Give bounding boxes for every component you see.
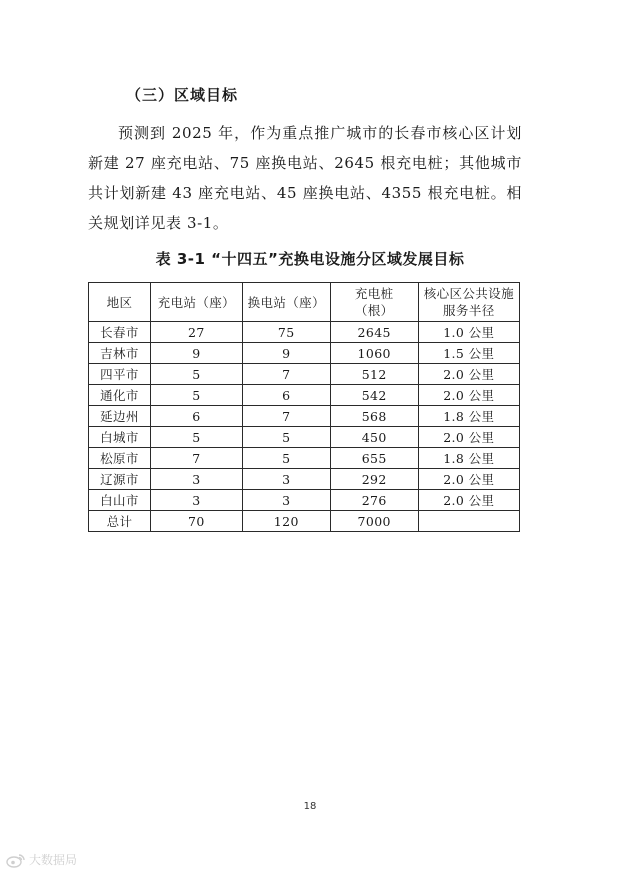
cell-charging-stations: 3 [150, 469, 242, 490]
cell-region: 总计 [89, 511, 151, 532]
cell-swap-stations: 6 [242, 385, 330, 406]
cell-service-radius: 2.0 公里 [418, 469, 519, 490]
table-row [89, 343, 520, 364]
table-row [89, 448, 520, 469]
header-charging-piles: 充电桩 （根） [330, 283, 418, 322]
cell-swap-stations: 7 [242, 406, 330, 427]
table-row [89, 427, 520, 448]
cell-charging-piles: 7000 [330, 511, 418, 532]
cell-charging-piles: 276 [330, 490, 418, 511]
cell-region: 辽源市 [89, 469, 151, 490]
cell-swap-stations: 75 [242, 322, 330, 343]
cell-charging-piles: 292 [330, 469, 418, 490]
cell-charging-piles: 512 [330, 364, 418, 385]
table-row [89, 385, 520, 406]
cell-region: 白山市 [89, 490, 151, 511]
cell-service-radius: 2.0 公里 [418, 385, 519, 406]
cell-swap-stations: 5 [242, 448, 330, 469]
cell-service-radius: 1.5 公里 [418, 343, 519, 364]
cell-region: 白城市 [89, 427, 151, 448]
cell-service-radius: 1.8 公里 [418, 448, 519, 469]
cell-charging-stations: 9 [150, 343, 242, 364]
table-row [89, 406, 520, 427]
cell-charging-piles: 568 [330, 406, 418, 427]
cell-region: 四平市 [89, 364, 151, 385]
cell-charging-stations: 27 [150, 322, 242, 343]
table-body [89, 322, 520, 532]
header-region: 地区 [89, 283, 151, 322]
cell-region: 延边州 [89, 406, 151, 427]
cell-charging-stations: 6 [150, 406, 242, 427]
watermark-text: 大数据局 [29, 853, 78, 867]
table-row [89, 364, 520, 385]
cell-swap-stations: 120 [242, 511, 330, 532]
cell-charging-piles: 542 [330, 385, 418, 406]
table-row [89, 322, 520, 343]
header-service-radius: 核心区公共设施 服务半径 [418, 283, 519, 322]
cell-region: 长春市 [89, 322, 151, 343]
cell-charging-stations: 5 [150, 385, 242, 406]
header-swap-stations: 换电站（座） [242, 283, 330, 322]
section-heading: （三）区域目标 [126, 86, 239, 104]
cell-service-radius [418, 511, 519, 532]
cell-service-radius: 2.0 公里 [418, 427, 519, 448]
cell-swap-stations: 9 [242, 343, 330, 364]
weibo-icon [6, 852, 26, 868]
cell-swap-stations: 7 [242, 364, 330, 385]
cell-service-radius: 1.8 公里 [418, 406, 519, 427]
cell-region: 吉林市 [89, 343, 151, 364]
watermark [6, 851, 77, 868]
cell-charging-stations: 5 [150, 364, 242, 385]
cell-service-radius: 1.0 公里 [418, 322, 519, 343]
table-row [89, 490, 520, 511]
cell-charging-stations: 7 [150, 448, 242, 469]
cell-swap-stations: 3 [242, 490, 330, 511]
cell-region: 松原市 [89, 448, 151, 469]
cell-charging-piles: 655 [330, 448, 418, 469]
cell-charging-piles: 1060 [330, 343, 418, 364]
page-number: 18 [303, 801, 317, 812]
cell-charging-stations: 5 [150, 427, 242, 448]
cell-charging-stations: 3 [150, 490, 242, 511]
header-charging-stations: 充电站（座） [150, 283, 242, 322]
table-row [89, 469, 520, 490]
cell-charging-stations: 70 [150, 511, 242, 532]
table-header-row [89, 283, 520, 322]
cell-region: 通化市 [89, 385, 151, 406]
section-paragraph: 预测到 2025 年，作为重点推广城市的长春市核心区计划新建 27 座充电站、75 座换电站、2645 根充电桩；其他城市共计划新建 43 座充电站、45 座换电站、4355 根充电桩。相关规划详见表 3-1。 [88, 124, 522, 232]
cell-service-radius: 2.0 公里 [418, 364, 519, 385]
cell-charging-piles: 2645 [330, 322, 418, 343]
cell-swap-stations: 5 [242, 427, 330, 448]
cell-swap-stations: 3 [242, 469, 330, 490]
cell-charging-piles: 450 [330, 427, 418, 448]
region-targets-table [88, 282, 520, 532]
table-title: 表 3-1 “十四五”充换电设施分区域发展目标 [155, 250, 465, 268]
table-total-row [89, 511, 520, 532]
cell-service-radius: 2.0 公里 [418, 490, 519, 511]
